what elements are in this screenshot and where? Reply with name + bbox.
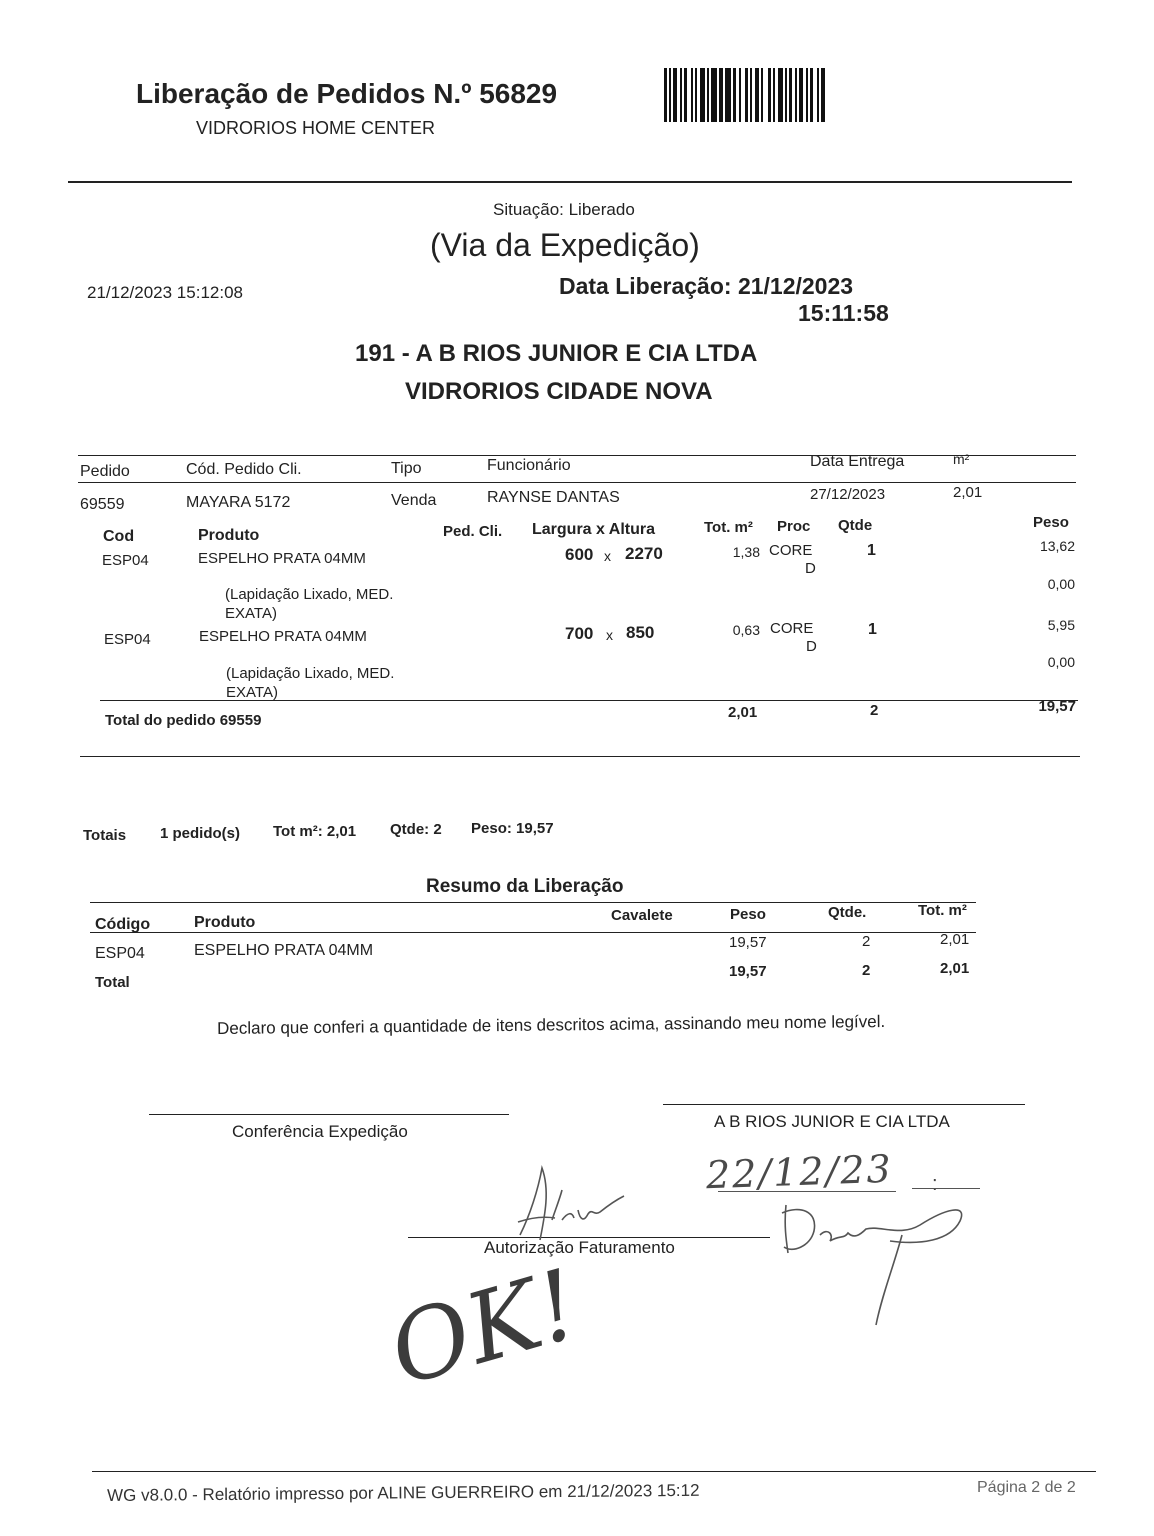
item-altura: 850 (626, 623, 655, 642)
summary-col-codigo: Código (95, 916, 151, 933)
item-proc-cont: D (805, 560, 816, 577)
order-bottom-divider (80, 756, 1080, 757)
item-x: x (606, 627, 613, 643)
order-total-m2: 2,01 (728, 704, 758, 721)
order-total-qtde: 2 (870, 702, 879, 719)
order-pedido-value: 69559 (80, 496, 125, 513)
header-divider (68, 181, 1072, 183)
item-note-cont: EXATA) (225, 605, 277, 622)
items-col-tot-m2: Tot. m² (704, 519, 753, 536)
summary-top-divider (90, 902, 976, 903)
footer-printed-by: WG v8.0.0 - Relatório impresso por ALINE GUERREIRO em 21/12/2023 15:12 (107, 1480, 700, 1505)
barcode (664, 68, 842, 122)
col-funcionario: Funcionário (487, 457, 571, 474)
footer-divider (92, 1471, 1096, 1472)
order-total-divider (100, 700, 1078, 701)
signature-line-company (663, 1104, 1025, 1105)
items-col-dims: Largura x Altura (532, 521, 655, 538)
item-note-cont: EXATA) (226, 684, 278, 701)
item-peso: 5,95 (1047, 617, 1075, 633)
items-col-proc: Proc (777, 518, 811, 535)
client-name: 191 - A B RIOS JUNIOR E CIA LTDA (355, 340, 758, 367)
item-altura: 2270 (625, 544, 663, 563)
summary-col-tot-m2: Tot. m² (918, 902, 967, 919)
order-data-entrega-value: 27/12/2023 (810, 486, 886, 503)
item-note: (Lapidação Lixado, MED. (225, 586, 394, 603)
items-col-qtde: Qtde (838, 517, 873, 534)
signature-scribble-autorizacao (500, 1160, 660, 1250)
item-tot-m2: 0,63 (732, 622, 760, 638)
item-note: (Lapidação Lixado, MED. (226, 665, 395, 682)
summary-row-tot-m2: 2,01 (940, 931, 970, 948)
item-note-peso: 0,00 (1047, 654, 1075, 670)
company-name: VIDRORIOS HOME CENTER (196, 118, 436, 138)
signature-scribble-company (770, 1195, 980, 1335)
signature-label-autorizacao: Autorização Faturamento (484, 1238, 675, 1257)
item-qtde: 1 (867, 542, 876, 559)
order-tipo-value: Venda (391, 492, 437, 509)
order-header-divider (78, 482, 1076, 483)
print-datetime: 21/12/2023 15:12:08 (87, 283, 243, 302)
totals-label: Totais (83, 827, 127, 844)
handwritten-ok: OK! (378, 1247, 591, 1408)
items-col-produto: Produto (198, 527, 260, 544)
summary-col-peso: Peso (730, 906, 766, 923)
totals-qtde: Qtde: 2 (390, 821, 442, 838)
release-time: 15:11:58 (798, 300, 889, 326)
summary-total-label: Total (95, 974, 130, 991)
order-total-label: Total do pedido 69559 (105, 712, 262, 729)
summary-total-peso: 19,57 (729, 963, 767, 980)
summary-row-qtde: 2 (862, 933, 871, 950)
summary-row-produto: ESPELHO PRATA 04MM (194, 942, 374, 959)
item-proc: CORE (769, 542, 813, 559)
time-underline (912, 1188, 980, 1189)
col-pedido: Pedido (80, 463, 130, 480)
item-proc: CORE (770, 620, 814, 637)
item-cod: ESP04 (104, 631, 151, 648)
date-underline (718, 1191, 896, 1192)
totals-m2: Tot m²: 2,01 (273, 823, 357, 840)
col-m2: m² (953, 451, 970, 467)
item-peso: 13,62 (1039, 538, 1075, 554)
release-date: Data Liberação: 21/12/2023 (559, 273, 854, 299)
summary-col-cavalete: Cavalete (611, 907, 673, 924)
order-cod-cli-value: MAYARA 5172 (186, 494, 291, 511)
signature-label-company: A B RIOS JUNIOR E CIA LTDA (714, 1112, 950, 1131)
signature-line-conferencia (149, 1114, 509, 1115)
col-tipo: Tipo (391, 460, 422, 477)
summary-total-qtde: 2 (862, 962, 871, 979)
client-store: VIDRORIOS CIDADE NOVA (405, 378, 713, 405)
item-tot-m2: 1,38 (732, 544, 760, 560)
summary-title: Resumo da Liberação (426, 876, 624, 897)
order-funcionario-value: RAYNSE DANTAS (487, 489, 620, 506)
summary-col-produto: Produto (194, 914, 256, 931)
summary-col-qtde: Qtde. (828, 904, 867, 921)
signature-label-conferencia: Conferência Expedição (232, 1122, 408, 1141)
summary-total-tot-m2: 2,01 (940, 960, 970, 977)
totals-pedidos: 1 pedido(s) (160, 825, 241, 842)
handwritten-date: 22/12/23 (705, 1146, 894, 1198)
item-largura: 700 (565, 624, 594, 643)
item-produto: ESPELHO PRATA 04MM (199, 628, 367, 645)
summary-row-codigo: ESP04 (95, 945, 145, 962)
items-col-cod: Cod (103, 528, 135, 545)
items-col-ped-cli: Ped. Cli. (443, 523, 503, 540)
order-m2-value: 2,01 (953, 484, 983, 501)
report-title: Liberação de Pedidos N.º 56829 (136, 78, 558, 109)
time-placeholder: : (932, 1173, 938, 1195)
item-cod: ESP04 (102, 552, 149, 569)
item-x: x (604, 548, 611, 564)
items-col-peso: Peso (1033, 514, 1069, 531)
item-largura: 600 (565, 545, 594, 564)
totals-peso: Peso: 19,57 (471, 820, 554, 837)
order-total-peso: 19,57 (1038, 698, 1076, 715)
via-label: (Via da Expedição) (430, 227, 700, 263)
footer-page: Página 2 de 2 (977, 1479, 1076, 1496)
summary-header-divider (90, 932, 976, 933)
col-cod-pedido-cli: Cód. Pedido Cli. (186, 461, 302, 478)
order-top-divider (78, 455, 1076, 456)
item-note-peso: 0,00 (1047, 576, 1075, 592)
item-qtde: 1 (868, 621, 877, 638)
item-proc-cont: D (806, 638, 817, 655)
declaration-text: Declaro que conferi a quantidade de itens descritos acima, assinando meu nome legível. (217, 1012, 886, 1038)
item-produto: ESPELHO PRATA 04MM (198, 550, 366, 567)
summary-row-peso: 19,57 (729, 934, 767, 951)
status-line: Situação: Liberado (493, 200, 635, 219)
col-data-entrega: Data Entrega (810, 453, 905, 470)
